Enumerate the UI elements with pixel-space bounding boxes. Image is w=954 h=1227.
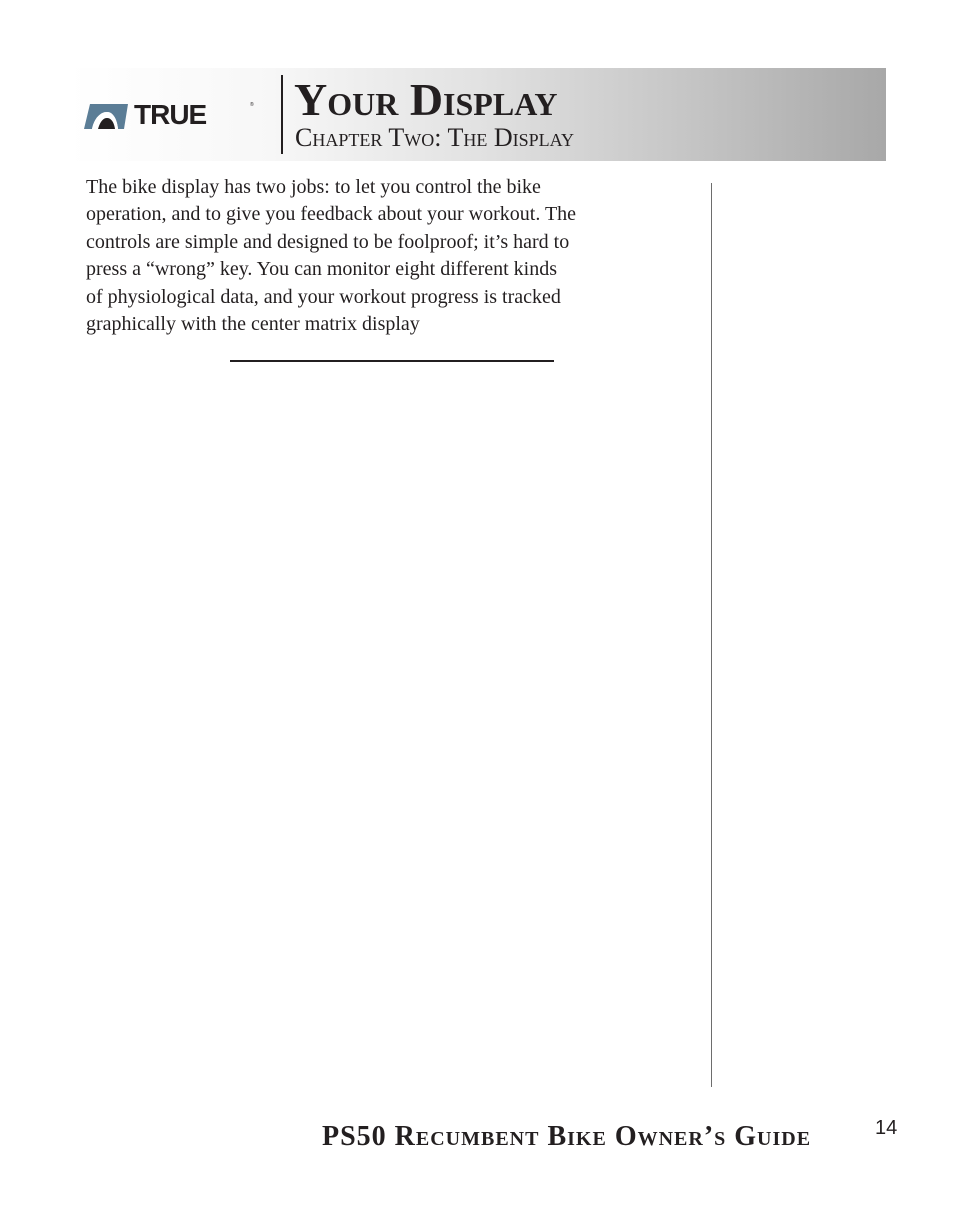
paragraph-line: operation, and to give you feedback about your workout. The [86, 203, 577, 226]
paragraph-line: graphically with the center matrix display [86, 313, 420, 336]
intro-paragraph [86, 174, 686, 338]
logo-trademark: ® [250, 102, 254, 108]
page-number: 14 [875, 1117, 898, 1139]
paragraph-line: controls are simple and designed to be foolproof; it’s hard to [86, 230, 570, 253]
true-logo-arch-icon [84, 101, 134, 129]
column-divider [711, 183, 712, 1087]
paragraph-line: of physiological data, and your workout progress is tracked [86, 285, 561, 308]
section-rule [230, 360, 554, 362]
chapter-subtitle: Chapter Two: The Display [295, 123, 575, 152]
true-logo [84, 101, 256, 129]
footer-guide-title: PS50 Recumbent Bike Owner’s Guide [322, 1121, 812, 1152]
header-divider [281, 75, 283, 154]
logo-wordmark: TRUE [134, 99, 207, 130]
chapter-title: Your Display [294, 74, 558, 125]
paragraph-line: The bike display has two jobs: to let you control the bike [86, 176, 541, 198]
paragraph-line: press a “wrong” key. You can monitor eight different kinds [86, 258, 558, 281]
